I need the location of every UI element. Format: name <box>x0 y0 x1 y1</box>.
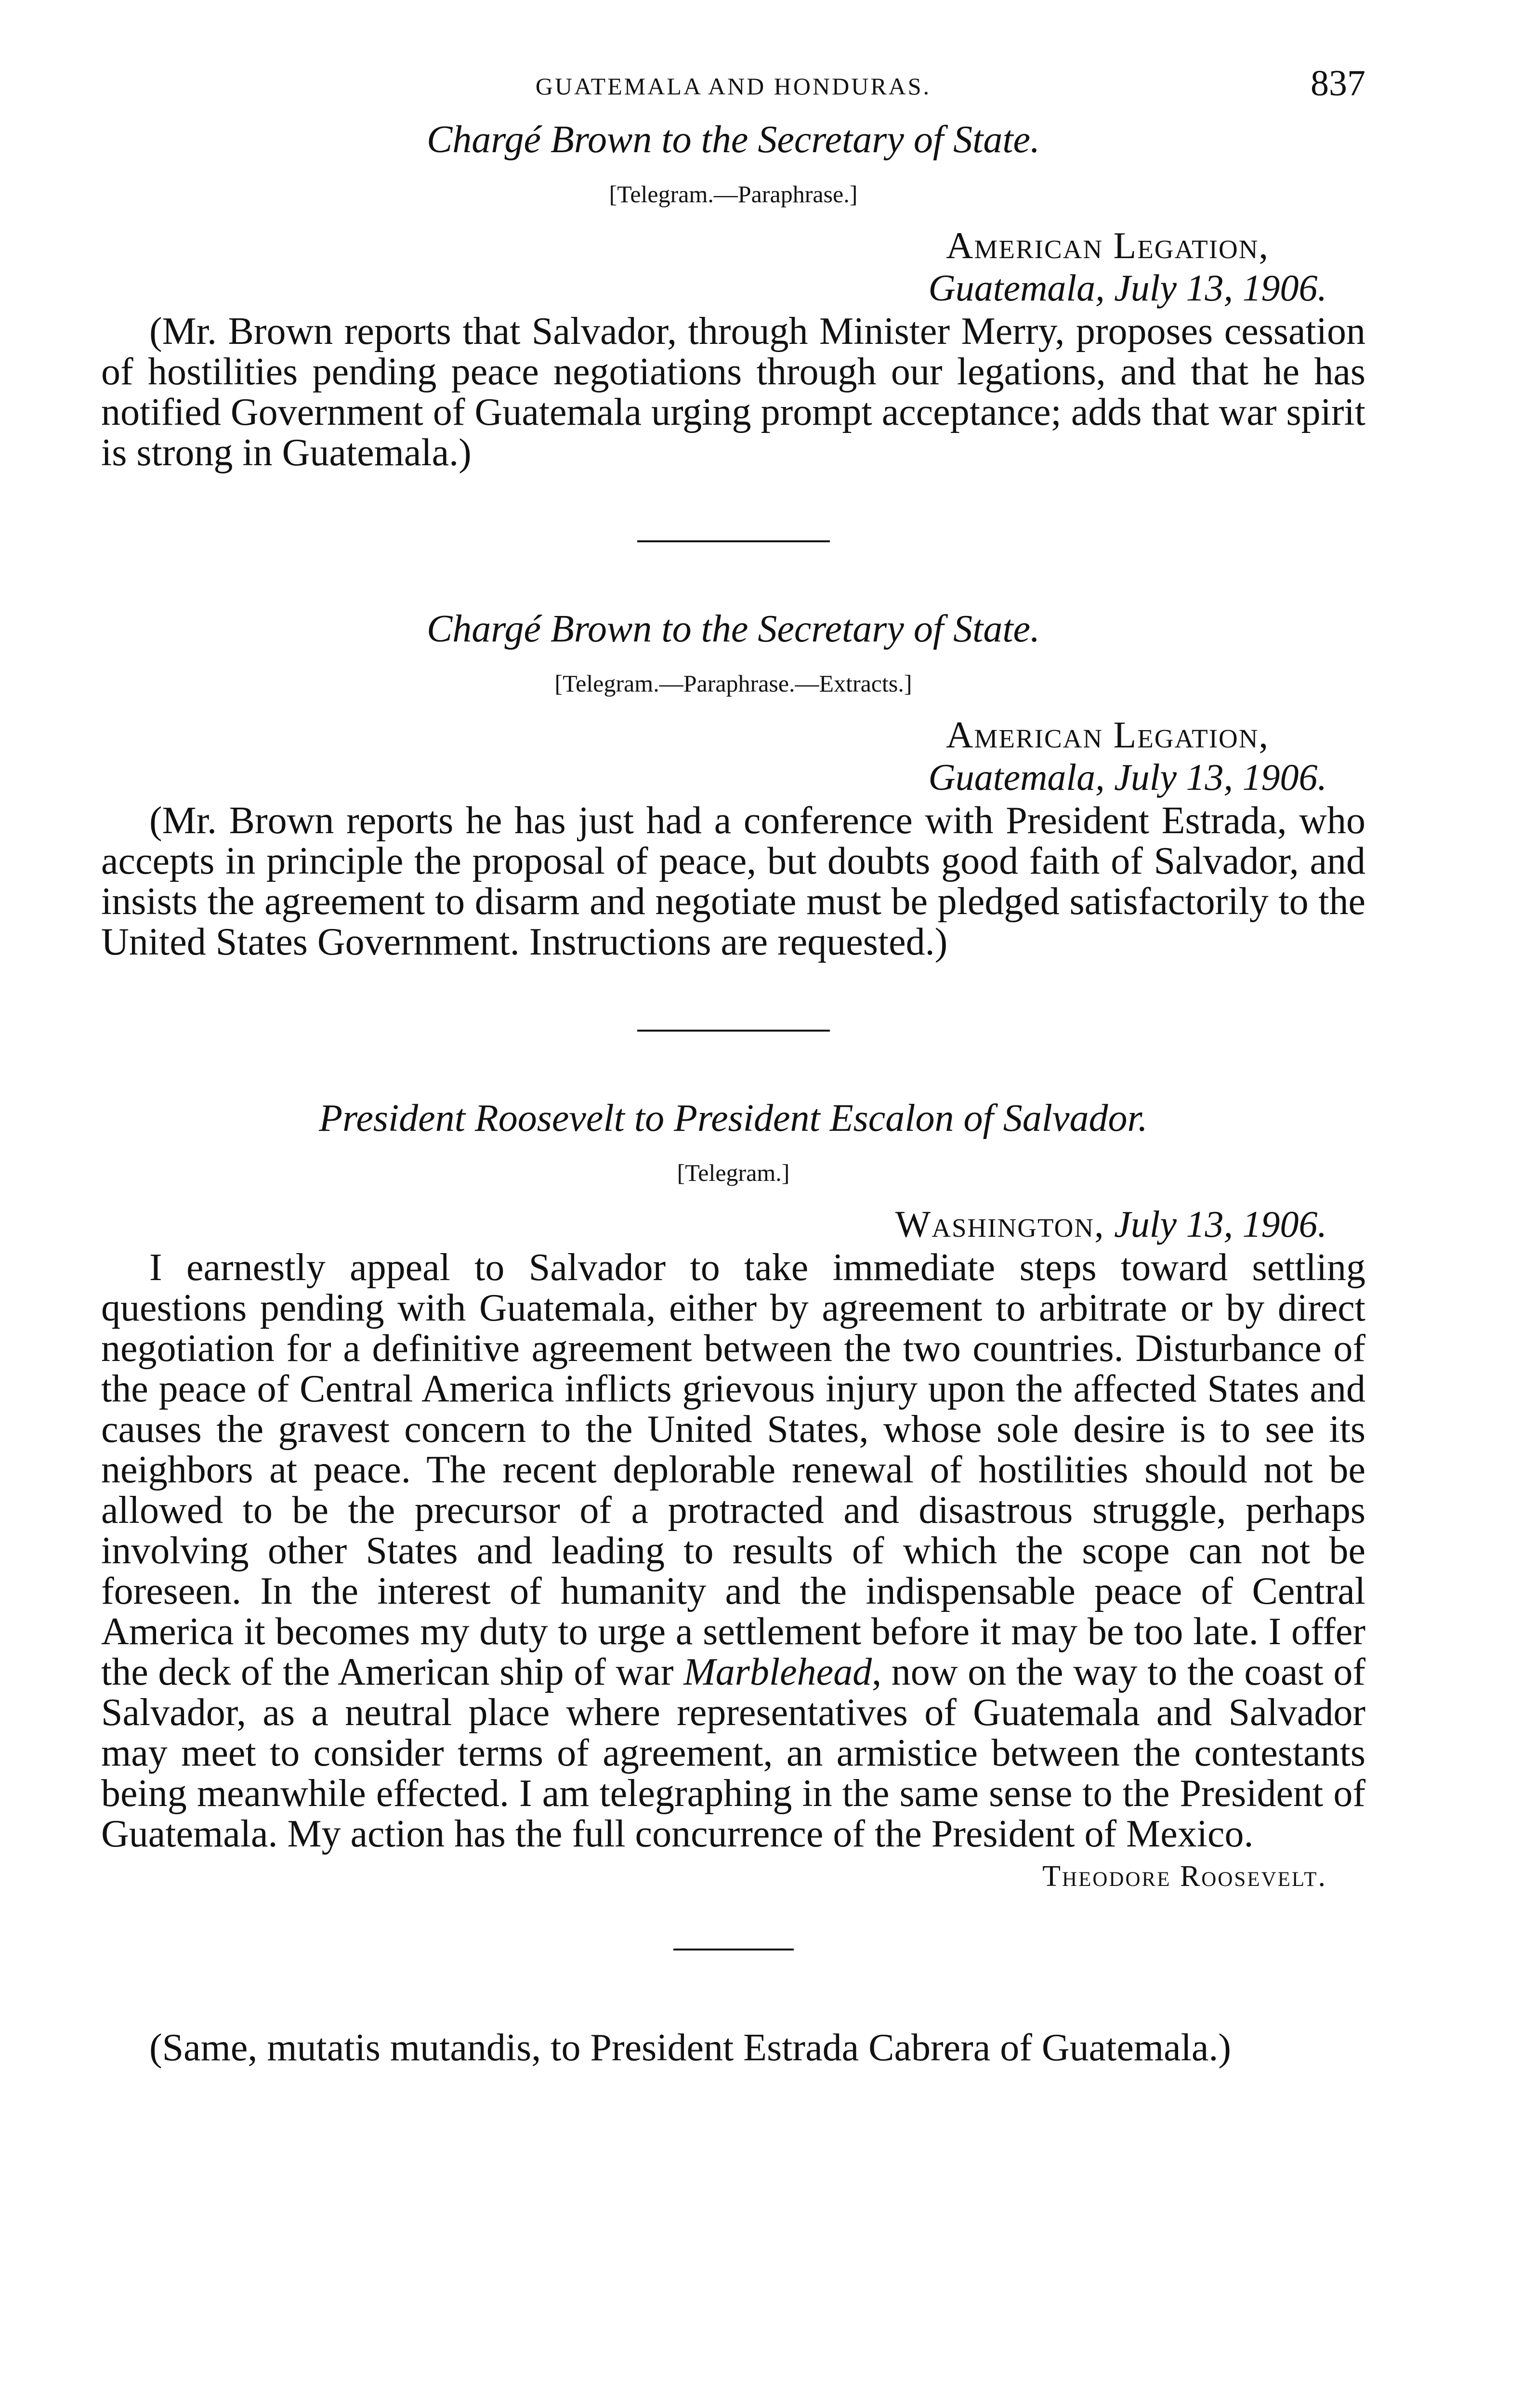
page-number: 837 <box>1311 63 1365 104</box>
closing-note: (Same, mutatis mutandis, to President Estrada Cabrera of Guatemala.) <box>149 2027 1232 2069</box>
running-head <box>101 63 1365 116</box>
dateline-date: Guatemala, July 13, 1906. <box>928 267 1327 309</box>
dateline-place: Washington, <box>895 1203 1105 1245</box>
dateline <box>101 1203 1365 1245</box>
telegram-section <box>101 1094 1365 1896</box>
telegram-label: [Telegram.—Paraphrase.—Extracts.] <box>554 670 912 697</box>
dateline-line <box>101 1203 1365 1245</box>
telegram-body: (Mr. Brown reports that Salvador, through Minister Merry, proposes cessation of hostilities pending peace negotiations through our legations, and that he has notified Government of Guatemala urging prompt acceptance; adds that war spirit is strong in Guatemala.) <box>101 310 1365 474</box>
body-text-part: I earnestly appeal to Salvador to take immediate steps toward settling questions pending with Guatemala, either by agreement to arbitrate or by direct negotiation for a definitive agreement between the two countries. Disturbance of the peace of Central America inflicts grievous injury upon the affected States and causes the gravest concern to the United States, whose sole desire is to see its neighbors at peace. The recent deplorable renewal of hostilities should not be allowed to be the precursor of a protracted and disastrous struggle, perhaps involving other States and leading to results of which the scope can not be foreseen. In the interest of humanity and the indispensable peace of Central America it becomes my duty to urge a settlement before it may be too late. I offer the deck of the American ship of war <box>101 1246 1365 1693</box>
ship-name: Marblehead <box>683 1651 872 1693</box>
section-divider <box>673 1949 794 1950</box>
telegram-section <box>101 605 1365 962</box>
telegram-label: [Telegram.] <box>677 1159 790 1186</box>
body-text-part: , now on the way to the coast of Salvador, as a neutral place where representatives of Guatemala and Salvador may meet to consider terms of agreement, an armistice between the contestants being meanwhile effected. I am telegraphing in the same sense to the President of Guatemala. My action has the full concurrence of the President of Mexico. <box>101 1651 1365 1855</box>
dateline-date: July 13, 1906. <box>1114 1203 1327 1245</box>
dateline <box>101 714 1365 798</box>
telegram-body: (Mr. Brown reports he has just had a conference with President Estrada, who accepts in principle the proposal of peace, but doubts good faith of Salvador, and insists the agreement to disarm and negotiate must be pledged satisfactorily to the United States Government. Instructions are requested.) <box>101 799 1365 963</box>
section-heading: President Roosevelt to President Escalon of Salvador. <box>319 1097 1148 1139</box>
dateline-date: Guatemala, July 13, 1906. <box>928 756 1327 798</box>
signature: Theodore Roosevelt. <box>1042 1860 1327 1893</box>
section-heading: Chargé Brown to the Secretary of State. <box>426 118 1040 161</box>
telegram-section <box>101 116 1365 473</box>
dateline-place: American Legation, <box>946 224 1269 266</box>
dateline-place: American Legation, <box>946 714 1269 756</box>
document-page <box>101 63 1365 2068</box>
running-head-title: GUATEMALA AND HONDURAS. <box>535 73 932 100</box>
telegram-label: [Telegram.—Paraphrase.] <box>609 181 858 208</box>
dateline <box>101 224 1365 309</box>
section-heading: Chargé Brown to the Secretary of State. <box>426 608 1040 650</box>
section-divider <box>637 1030 830 1032</box>
section-divider <box>637 540 830 542</box>
telegram-body <box>101 1247 1365 1854</box>
